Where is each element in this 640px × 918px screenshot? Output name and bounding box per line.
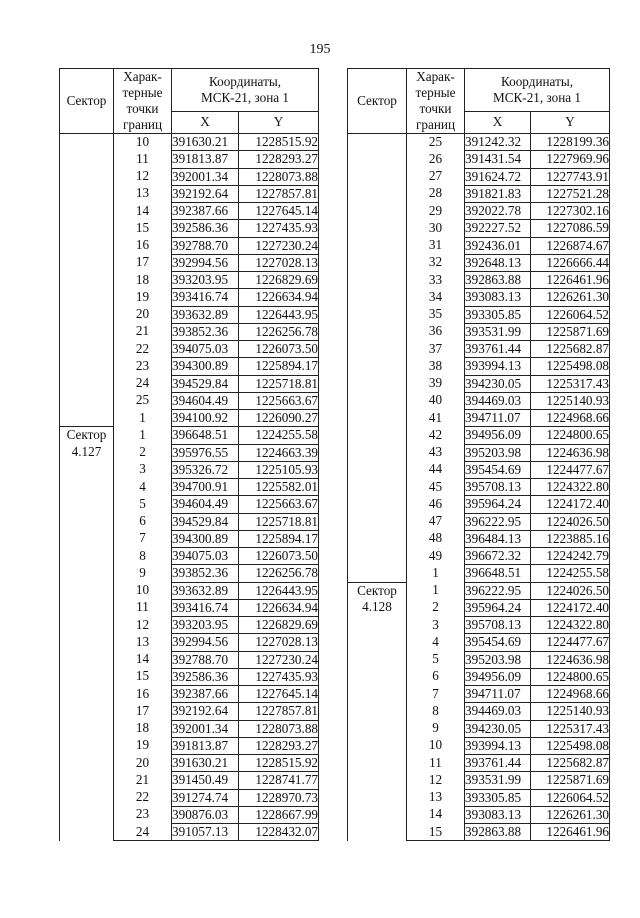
- y-coordinate: 1225871.69: [531, 323, 610, 340]
- x-coordinate: 393416.74: [172, 289, 239, 306]
- point-number: 48: [407, 530, 465, 547]
- x-coordinate: 395708.13: [465, 479, 531, 496]
- x-coordinate: 391813.87: [172, 151, 239, 168]
- coordinates-header: Координаты, МСК-21, зона 1: [172, 69, 319, 112]
- points-header: Харак- терные точки границ: [114, 69, 172, 134]
- y-coordinate: 1227969.96: [531, 151, 610, 168]
- x-coordinate: 393852.36: [172, 323, 239, 340]
- x-coordinate: 392788.70: [172, 651, 239, 668]
- y-coordinate: 1227857.81: [239, 185, 319, 202]
- x-coordinate: 391450.49: [172, 772, 239, 789]
- point-number: 15: [114, 220, 172, 237]
- y-coordinate: 1228073.88: [239, 720, 319, 737]
- y-coordinate: 1226090.27: [239, 410, 319, 427]
- y-coordinate: 1226634.94: [239, 289, 319, 306]
- y-header: Y: [531, 111, 610, 133]
- point-number: 13: [114, 185, 172, 202]
- point-number: 19: [114, 289, 172, 306]
- y-coordinate: 1226073.50: [239, 341, 319, 358]
- point-number: 6: [407, 668, 465, 685]
- point-number: 1: [114, 410, 172, 427]
- point-number: 22: [114, 341, 172, 358]
- x-coordinate: 392387.66: [172, 203, 239, 220]
- y-coordinate: 1227645.14: [239, 686, 319, 703]
- x-coordinate: 391624.72: [465, 168, 531, 185]
- x-coordinate: 393305.85: [465, 306, 531, 323]
- x-coordinate: 391274.74: [172, 789, 239, 806]
- y-coordinate: 1227857.81: [239, 703, 319, 720]
- y-coordinate: 1224636.98: [531, 651, 610, 668]
- x-coordinate: 393416.74: [172, 599, 239, 616]
- point-number: 25: [407, 134, 465, 151]
- x-coordinate: 394956.09: [465, 668, 531, 685]
- y-coordinate: 1227302.16: [531, 203, 610, 220]
- x-coordinate: 393761.44: [465, 341, 531, 358]
- x-coordinate: 392994.56: [172, 254, 239, 271]
- x-coordinate: 392586.36: [172, 668, 239, 685]
- x-header: X: [465, 111, 531, 133]
- x-coordinate: 392994.56: [172, 634, 239, 651]
- point-number: 1: [114, 427, 172, 444]
- x-coordinate: 396672.32: [465, 548, 531, 565]
- point-number: 44: [407, 461, 465, 478]
- table-row: [60, 427, 319, 444]
- x-coordinate: 391821.83: [465, 185, 531, 202]
- point-number: 2: [114, 444, 172, 461]
- y-coordinate: 1226443.95: [239, 582, 319, 599]
- x-coordinate: 393994.13: [465, 737, 531, 754]
- x-coordinate: 392586.36: [172, 220, 239, 237]
- point-number: 19: [114, 737, 172, 754]
- coordinates-table-left: [59, 68, 319, 841]
- point-number: 12: [114, 617, 172, 634]
- y-coordinate: 1224255.58: [239, 427, 319, 444]
- y-coordinate: 1226666.44: [531, 254, 610, 271]
- y-coordinate: 1225498.08: [531, 737, 610, 754]
- x-coordinate: 394711.07: [465, 410, 531, 427]
- y-coordinate: 1225894.17: [239, 530, 319, 547]
- x-coordinate: 394604.49: [172, 392, 239, 409]
- y-coordinate: 1227645.14: [239, 203, 319, 220]
- point-number: 14: [114, 203, 172, 220]
- point-number: 5: [114, 496, 172, 513]
- y-coordinate: 1224322.80: [531, 479, 610, 496]
- y-coordinate: 1224172.40: [531, 496, 610, 513]
- point-number: 3: [114, 461, 172, 478]
- sector-header: Сектор: [60, 69, 114, 134]
- point-number: 20: [114, 306, 172, 323]
- point-number: 3: [407, 617, 465, 634]
- point-number: 46: [407, 496, 465, 513]
- y-coordinate: 1225582.01: [239, 479, 319, 496]
- y-coordinate: 1225894.17: [239, 358, 319, 375]
- point-number: 10: [407, 737, 465, 754]
- x-coordinate: 393083.13: [465, 289, 531, 306]
- y-coordinate: 1228199.36: [531, 134, 610, 151]
- y-coordinate: 1228293.27: [239, 737, 319, 754]
- point-number: 26: [407, 151, 465, 168]
- point-number: 21: [114, 323, 172, 340]
- y-coordinate: 1224636.98: [531, 444, 610, 461]
- point-number: 23: [114, 358, 172, 375]
- x-coordinate: 394469.03: [465, 392, 531, 409]
- x-coordinate: 395326.72: [172, 461, 239, 478]
- point-number: 45: [407, 479, 465, 496]
- y-coordinate: 1225498.08: [531, 358, 610, 375]
- x-coordinate: 394700.91: [172, 479, 239, 496]
- points-header: Харак- терные точки границ: [407, 69, 465, 134]
- y-coordinate: 1224322.80: [531, 617, 610, 634]
- point-number: 15: [114, 668, 172, 685]
- point-number: 1: [407, 565, 465, 582]
- point-number: 11: [407, 755, 465, 772]
- point-number: 6: [114, 513, 172, 530]
- coordinates-table-right: [347, 68, 610, 841]
- point-number: 27: [407, 168, 465, 185]
- y-coordinate: 1226443.95: [239, 306, 319, 323]
- point-number: 33: [407, 272, 465, 289]
- point-number: 10: [114, 134, 172, 151]
- x-coordinate: 395203.98: [465, 651, 531, 668]
- y-coordinate: 1224172.40: [531, 599, 610, 616]
- y-coordinate: 1228432.07: [239, 824, 319, 841]
- table-row: [348, 134, 610, 151]
- point-number: 35: [407, 306, 465, 323]
- x-coordinate: 393994.13: [465, 358, 531, 375]
- x-coordinate: 392788.70: [172, 237, 239, 254]
- sector-cell: Сектор 4.127: [60, 427, 114, 841]
- point-number: 21: [114, 772, 172, 789]
- x-coordinate: 393203.95: [172, 272, 239, 289]
- x-coordinate: 391630.21: [172, 755, 239, 772]
- y-coordinate: 1227230.24: [239, 651, 319, 668]
- point-number: 12: [407, 772, 465, 789]
- y-coordinate: 1227028.13: [239, 254, 319, 271]
- x-coordinate: 395454.69: [465, 634, 531, 651]
- point-number: 2: [407, 599, 465, 616]
- y-coordinate: 1228515.92: [239, 134, 319, 151]
- point-number: 39: [407, 375, 465, 392]
- y-coordinate: 1228970.73: [239, 789, 319, 806]
- table-body-left: [60, 134, 319, 841]
- x-coordinate: 393761.44: [465, 755, 531, 772]
- y-coordinate: 1225718.81: [239, 375, 319, 392]
- y-coordinate: 1226829.69: [239, 617, 319, 634]
- x-coordinate: 394075.03: [172, 341, 239, 358]
- point-number: 42: [407, 427, 465, 444]
- x-coordinate: 395976.55: [172, 444, 239, 461]
- y-coordinate: 1226874.67: [531, 237, 610, 254]
- y-coordinate: 1225682.87: [531, 341, 610, 358]
- x-coordinate: 391242.32: [465, 134, 531, 151]
- table-body-right: [348, 134, 610, 841]
- x-coordinate: 393852.36: [172, 565, 239, 582]
- page-number: 195: [309, 42, 331, 57]
- x-header: X: [172, 111, 239, 133]
- x-coordinate: 394100.92: [172, 410, 239, 427]
- y-coordinate: 1225663.67: [239, 496, 319, 513]
- point-number: 15: [407, 824, 465, 841]
- y-coordinate: 1225718.81: [239, 513, 319, 530]
- x-coordinate: 396648.51: [465, 565, 531, 582]
- y-coordinate: 1226064.52: [531, 306, 610, 323]
- y-coordinate: 1227435.93: [239, 220, 319, 237]
- point-number: 37: [407, 341, 465, 358]
- x-coordinate: 396222.95: [465, 582, 531, 599]
- point-number: 40: [407, 392, 465, 409]
- point-number: 32: [407, 254, 465, 271]
- sector-cell: [348, 134, 407, 583]
- x-coordinate: 395964.24: [465, 599, 531, 616]
- x-coordinate: 391813.87: [172, 737, 239, 754]
- y-coordinate: 1227086.59: [531, 220, 610, 237]
- x-coordinate: 396222.95: [465, 513, 531, 530]
- point-number: 8: [114, 548, 172, 565]
- y-coordinate: 1225317.43: [531, 375, 610, 392]
- y-coordinate: 1224477.67: [531, 634, 610, 651]
- x-coordinate: 394230.05: [465, 375, 531, 392]
- y-coordinate: 1226073.50: [239, 548, 319, 565]
- table-row: [60, 134, 319, 151]
- point-number: 49: [407, 548, 465, 565]
- y-coordinate: 1227028.13: [239, 634, 319, 651]
- y-coordinate: 1224663.39: [239, 444, 319, 461]
- table-row: [348, 582, 610, 599]
- y-coordinate: 1227230.24: [239, 237, 319, 254]
- x-coordinate: 392192.64: [172, 703, 239, 720]
- y-coordinate: 1228293.27: [239, 151, 319, 168]
- point-number: 14: [407, 806, 465, 823]
- point-number: 38: [407, 358, 465, 375]
- y-coordinate: 1224255.58: [531, 565, 610, 582]
- x-coordinate: 392192.64: [172, 185, 239, 202]
- x-coordinate: 391057.13: [172, 824, 239, 841]
- x-coordinate: 393531.99: [465, 323, 531, 340]
- x-coordinate: 394300.89: [172, 358, 239, 375]
- point-number: 4: [114, 479, 172, 496]
- point-number: 13: [114, 634, 172, 651]
- sector-header: Сектор: [348, 69, 407, 134]
- y-coordinate: 1226829.69: [239, 272, 319, 289]
- x-coordinate: 392001.34: [172, 720, 239, 737]
- point-number: 16: [114, 237, 172, 254]
- sector-cell: [60, 134, 114, 427]
- y-coordinate: 1225140.93: [531, 703, 610, 720]
- point-number: 8: [407, 703, 465, 720]
- y-coordinate: 1225317.43: [531, 720, 610, 737]
- x-coordinate: 391431.54: [465, 151, 531, 168]
- y-coordinate: 1226634.94: [239, 599, 319, 616]
- y-coordinate: 1225871.69: [531, 772, 610, 789]
- y-coordinate: 1224800.65: [531, 427, 610, 444]
- y-coordinate: 1224477.67: [531, 461, 610, 478]
- point-number: 13: [407, 789, 465, 806]
- y-coordinate: 1226261.30: [531, 289, 610, 306]
- point-number: 5: [407, 651, 465, 668]
- point-number: 10: [114, 582, 172, 599]
- x-coordinate: 392863.88: [465, 272, 531, 289]
- x-coordinate: 393531.99: [465, 772, 531, 789]
- x-coordinate: 394956.09: [465, 427, 531, 444]
- y-coordinate: 1227743.91: [531, 168, 610, 185]
- sector-cell: Сектор 4.128: [348, 582, 407, 841]
- y-coordinate: 1224968.66: [531, 686, 610, 703]
- y-coordinate: 1223885.16: [531, 530, 610, 547]
- point-number: 24: [114, 824, 172, 841]
- point-number: 18: [114, 272, 172, 289]
- x-coordinate: 393632.89: [172, 582, 239, 599]
- point-number: 14: [114, 651, 172, 668]
- y-coordinate: 1224968.66: [531, 410, 610, 427]
- point-number: 36: [407, 323, 465, 340]
- point-number: 34: [407, 289, 465, 306]
- point-number: 24: [114, 375, 172, 392]
- y-coordinate: 1225140.93: [531, 392, 610, 409]
- x-coordinate: 393083.13: [465, 806, 531, 823]
- y-coordinate: 1227521.28: [531, 185, 610, 202]
- x-coordinate: 395203.98: [465, 444, 531, 461]
- y-coordinate: 1228073.88: [239, 168, 319, 185]
- x-coordinate: 396648.51: [172, 427, 239, 444]
- x-coordinate: 391630.21: [172, 134, 239, 151]
- point-number: 1: [407, 582, 465, 599]
- y-coordinate: 1227435.93: [239, 668, 319, 685]
- x-coordinate: 392022.78: [465, 203, 531, 220]
- x-coordinate: 392227.52: [465, 220, 531, 237]
- y-coordinate: 1226256.78: [239, 323, 319, 340]
- point-number: 31: [407, 237, 465, 254]
- point-number: 23: [114, 806, 172, 823]
- x-coordinate: 393305.85: [465, 789, 531, 806]
- x-coordinate: 394469.03: [465, 703, 531, 720]
- point-number: 43: [407, 444, 465, 461]
- y-coordinate: 1226064.52: [531, 789, 610, 806]
- point-number: 41: [407, 410, 465, 427]
- point-number: 11: [114, 599, 172, 616]
- point-number: 11: [114, 151, 172, 168]
- x-coordinate: 394230.05: [465, 720, 531, 737]
- x-coordinate: 393632.89: [172, 306, 239, 323]
- x-coordinate: 394529.84: [172, 375, 239, 392]
- point-number: 17: [114, 254, 172, 271]
- x-coordinate: 392648.13: [465, 254, 531, 271]
- point-number: 28: [407, 185, 465, 202]
- point-number: 9: [114, 565, 172, 582]
- point-number: 22: [114, 789, 172, 806]
- point-number: 20: [114, 755, 172, 772]
- point-number: 18: [114, 720, 172, 737]
- x-coordinate: 394604.49: [172, 496, 239, 513]
- y-coordinate: 1228741.77: [239, 772, 319, 789]
- point-number: 47: [407, 513, 465, 530]
- x-coordinate: 395454.69: [465, 461, 531, 478]
- point-number: 17: [114, 703, 172, 720]
- y-coordinate: 1224026.50: [531, 513, 610, 530]
- y-coordinate: 1225105.93: [239, 461, 319, 478]
- y-coordinate: 1224026.50: [531, 582, 610, 599]
- point-number: 4: [407, 634, 465, 651]
- point-number: 12: [114, 168, 172, 185]
- coordinates-header: Координаты, МСК-21, зона 1: [465, 69, 610, 112]
- x-coordinate: 390876.03: [172, 806, 239, 823]
- x-coordinate: 394711.07: [465, 686, 531, 703]
- y-coordinate: 1226461.96: [531, 272, 610, 289]
- y-coordinate: 1225682.87: [531, 755, 610, 772]
- y-coordinate: 1224242.79: [531, 548, 610, 565]
- x-coordinate: 392863.88: [465, 824, 531, 841]
- x-coordinate: 392387.66: [172, 686, 239, 703]
- y-coordinate: 1228667.99: [239, 806, 319, 823]
- x-coordinate: 396484.13: [465, 530, 531, 547]
- point-number: 30: [407, 220, 465, 237]
- y-header: Y: [239, 111, 319, 133]
- point-number: 7: [407, 686, 465, 703]
- x-coordinate: 393203.95: [172, 617, 239, 634]
- point-number: 7: [114, 530, 172, 547]
- point-number: 25: [114, 392, 172, 409]
- x-coordinate: 394529.84: [172, 513, 239, 530]
- point-number: 9: [407, 720, 465, 737]
- x-coordinate: 392436.01: [465, 237, 531, 254]
- y-coordinate: 1226261.30: [531, 806, 610, 823]
- point-number: 29: [407, 203, 465, 220]
- point-number: 16: [114, 686, 172, 703]
- y-coordinate: 1226256.78: [239, 565, 319, 582]
- x-coordinate: 394075.03: [172, 548, 239, 565]
- x-coordinate: 392001.34: [172, 168, 239, 185]
- x-coordinate: 395964.24: [465, 496, 531, 513]
- y-coordinate: 1226461.96: [531, 824, 610, 841]
- y-coordinate: 1224800.65: [531, 668, 610, 685]
- x-coordinate: 394300.89: [172, 530, 239, 547]
- x-coordinate: 395708.13: [465, 617, 531, 634]
- y-coordinate: 1225663.67: [239, 392, 319, 409]
- y-coordinate: 1228515.92: [239, 755, 319, 772]
